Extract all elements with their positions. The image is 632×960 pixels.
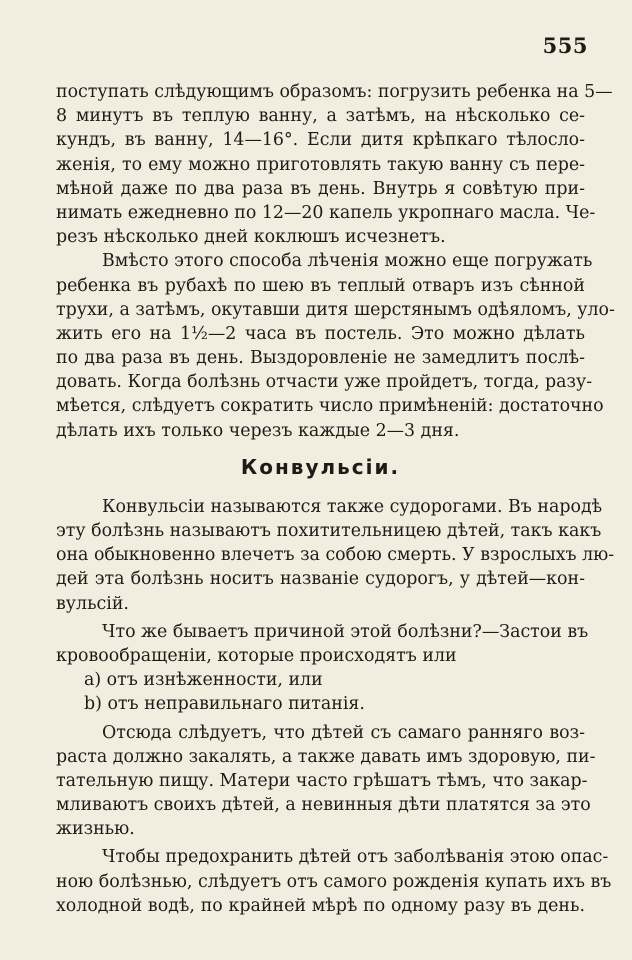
text-line: поступать слѣдующимъ образомъ: погрузить ребенка на 5— [56, 82, 613, 102]
text-line: холодной водѣ, по крайней мѣрѣ по одному разу въ день. [56, 895, 585, 916]
paragraph-causes [56, 620, 589, 717]
text-line: ною болѣзнью, слѣдуетъ отъ самого рожденія купать ихъ въ [56, 871, 612, 892]
page-text [56, 80, 615, 918]
text-line: 8 минутъ въ теплую ванну, а затѣмъ, на нѣсколько се- [56, 106, 585, 127]
text-line: трухи, а затѣмъ, окутавши дитя шерстянымъ одѣяломъ, уло- [56, 299, 615, 320]
text-line: вульсій. [56, 593, 129, 614]
text-line: Отсюда слѣдуетъ, что дѣтей съ самаго ранняго воз- [102, 722, 585, 743]
list-item: b) отъ неправильнаго питанія. [84, 694, 365, 715]
text-line: мѣется, слѣдуетъ сократить число примѣненій: достаточно [56, 396, 604, 417]
text-line: мливаютъ своихъ дѣтей, а невинныя дѣти платятся за это [56, 795, 591, 816]
text-line: Вмѣсто этого способа лѣченія можно еще погружать [102, 251, 593, 272]
text-line: Что же бываетъ причиной этой болѣзни?—Застои въ [102, 621, 589, 642]
paragraph-hardening [56, 721, 596, 842]
text-line: эту болѣзнь называютъ похитительницею дѣтей, такъ какъ [56, 521, 602, 541]
text-line: она обыкновенно влечетъ за собою смерть. У взрослыхъ лю- [56, 545, 615, 566]
text-line: женія, то ему можно приготовлять такую ванну съ пере- [56, 154, 585, 175]
text-line: дѣлать ихъ только черезъ каждые 2—3 дня. [56, 420, 460, 441]
text-line: жизнью. [56, 819, 135, 840]
paragraph-convulsions-definition [56, 495, 615, 616]
text-line: ребенка въ рубахѣ по шею въ теплый отваръ изъ сѣнной [56, 275, 585, 296]
text-line: тательную пищу. Матери часто грѣшатъ тѣмъ, что закар- [56, 770, 588, 791]
paragraph-whooping-cough-bath [56, 80, 613, 249]
list-item: a) отъ изнѣженности, или [84, 670, 323, 691]
paragraph-prevention [56, 845, 612, 918]
section-heading: Конвульсіи. [240, 454, 401, 479]
text-line: кундъ, въ ванну, 14—16°. Если дитя крѣпкаго тѣлосло- [56, 130, 585, 151]
text-line: резъ нѣсколько дней коклюшъ исчезнетъ. [56, 227, 446, 248]
text-line: Конвульсіи называются также судорогами. Въ народѣ [102, 496, 603, 517]
text-line: довать. Когда болѣзнь отчасти уже пройдетъ, тогда, разу- [56, 372, 593, 393]
paragraph-alternative-method [56, 249, 615, 443]
text-line: кровообращеніи, которые происходятъ или [56, 645, 457, 666]
text-line: нимать ежедневно по 12—20 капель укропнаго масла. Че- [56, 202, 596, 223]
text-line: мѣной даже по два раза въ день. Внутрь я совѣтую при- [56, 178, 585, 199]
page-number: 555 [542, 33, 588, 58]
text-line: дей эта болѣзнь носитъ названіе судорогъ, у дѣтей—кон- [56, 569, 585, 590]
text-line: по два раза въ день. Выздоровленіе не замедлитъ послѣ- [56, 348, 585, 369]
text-line: жить его на 1½—2 часа въ постель. Это можно дѣлать [56, 323, 585, 344]
text-line: раста должно закалять, а также давать имъ здоровую, пи- [56, 746, 596, 767]
text-line: Чтобы предохранить дѣтей отъ заболѣванія этою опас- [102, 847, 609, 868]
